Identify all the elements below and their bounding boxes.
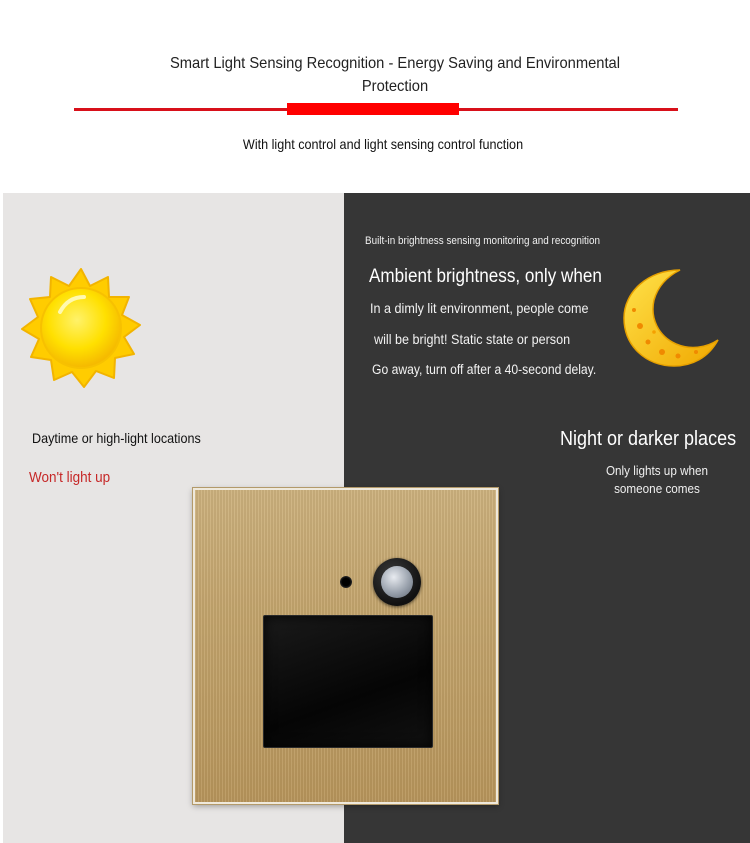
motion-sensor [373, 558, 421, 606]
ambient-line-3: Go away, turn off after a 40-second delay. [372, 362, 597, 377]
headline-divider-accent [287, 103, 459, 115]
crescent-moon-icon [618, 266, 722, 370]
motion-sensor-lens [381, 566, 413, 598]
night-location-label: Night or darker places [560, 428, 737, 450]
product-image [193, 488, 498, 804]
day-location-label: Daytime or high-light locations [32, 430, 201, 446]
ambient-line-1: In a dimly lit environment, people come [370, 300, 589, 316]
light-window [263, 615, 433, 748]
page-subtitle: With light control and light sensing control function [242, 136, 524, 152]
ambient-headline: Ambient brightness, only when [369, 266, 602, 287]
sun-icon [20, 267, 142, 389]
sensing-kicker: Built-in brightness sensing monitoring and recognition [365, 235, 600, 247]
light-sensor-dot [340, 576, 352, 588]
night-status-label: Only lights up when someone comes [605, 463, 709, 496]
ambient-line-2: will be bright! Static state or person [374, 331, 571, 347]
page-headline: Smart Light Sensing Recognition - Energy Saving and Environmental Protection [169, 55, 621, 95]
day-status-label: Won't light up [29, 469, 111, 486]
